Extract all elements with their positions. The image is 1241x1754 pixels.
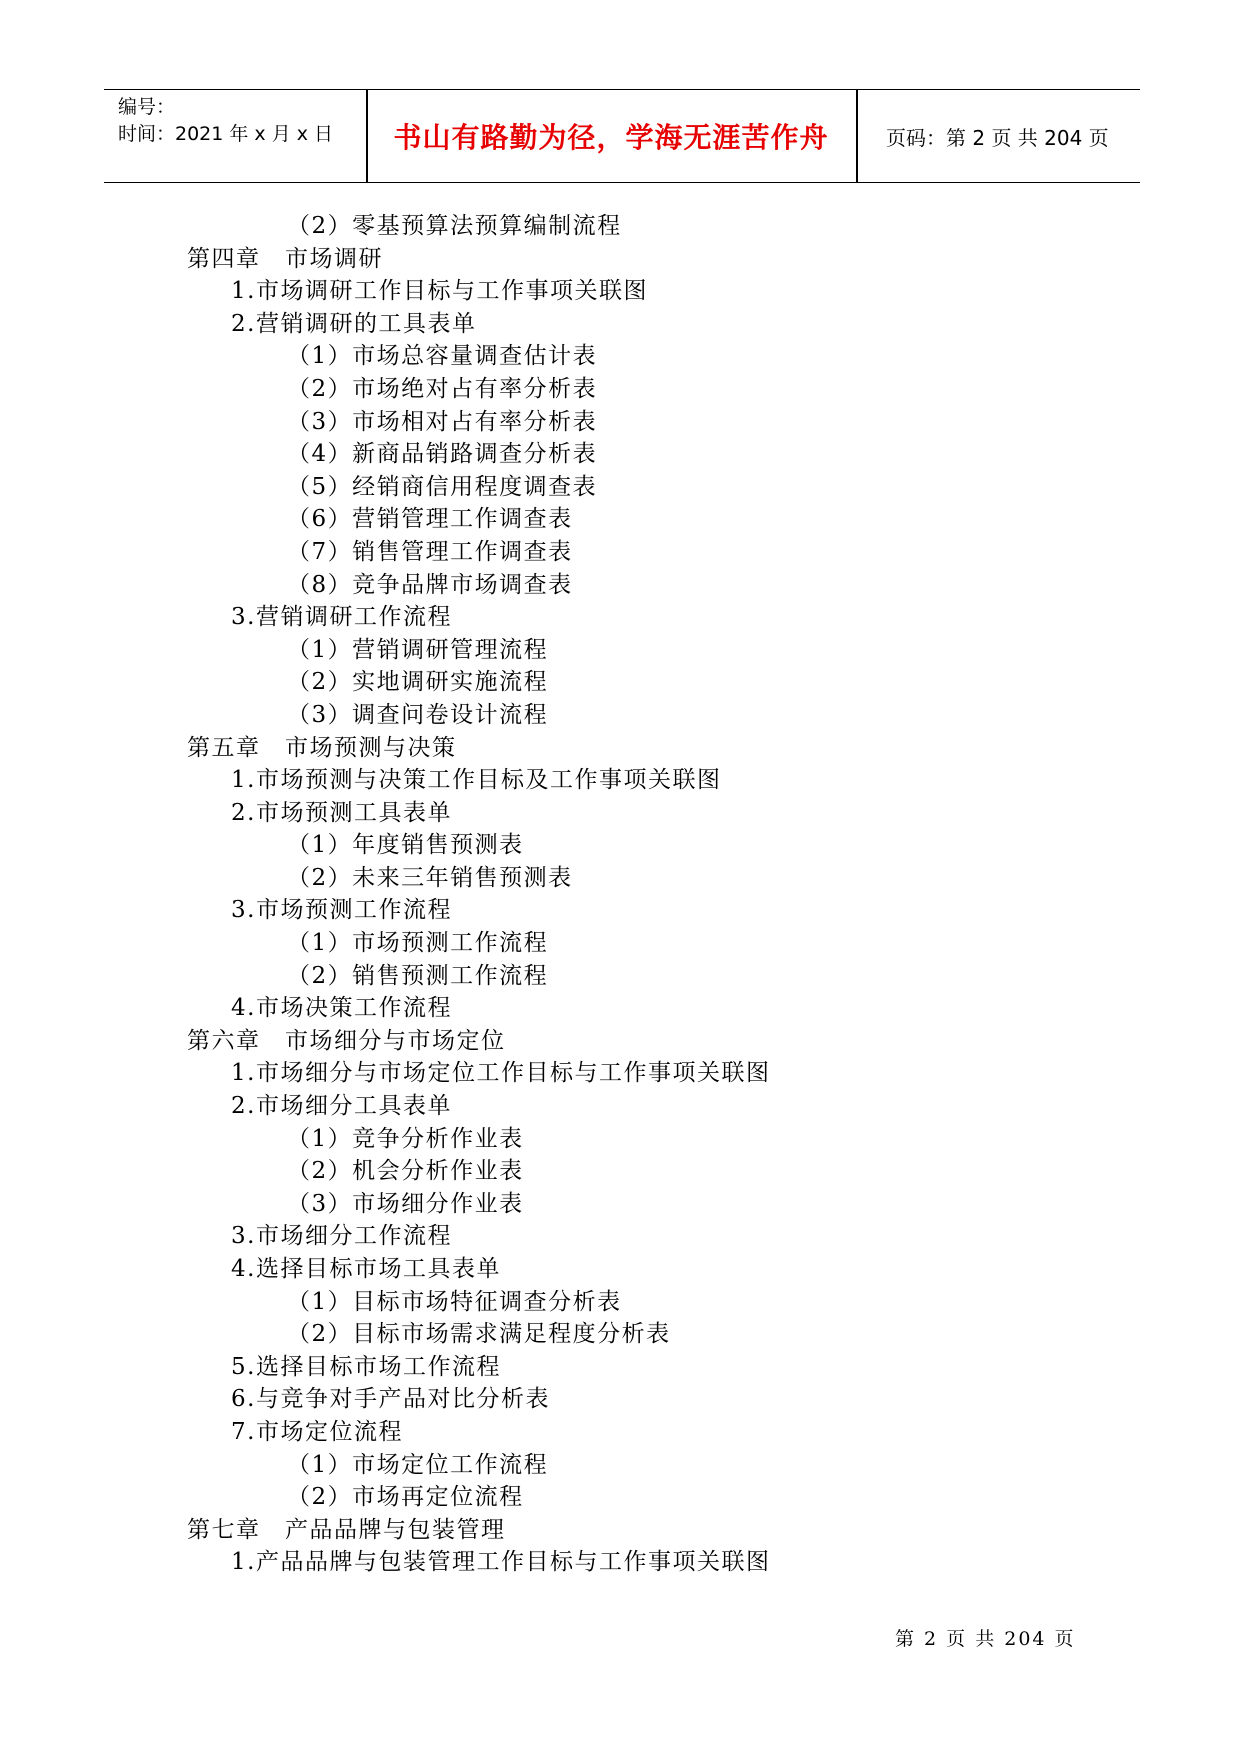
- toc-section: 7.市场定位流程: [231, 1418, 403, 1445]
- document-number-label: 编号：: [118, 96, 176, 118]
- header-page-info: 页码：第 2 页 共 204 页: [886, 125, 1109, 150]
- toc-subsection: （1）竞争分析作业表: [287, 1125, 524, 1152]
- toc-section: 5.选择目标市场工作流程: [231, 1353, 501, 1380]
- toc-subsection: （1）目标市场特征调查分析表: [287, 1288, 622, 1315]
- toc-subsection: （2）目标市场需求满足程度分析表: [287, 1321, 671, 1348]
- table-of-contents: [0, 210, 1241, 1579]
- toc-section: 1.市场预测与决策工作目标及工作事项关联图: [231, 767, 722, 794]
- toc-subsection: （2）市场绝对占有率分析表: [287, 375, 598, 402]
- toc-subsection: （2）销售预测工作流程: [287, 962, 549, 989]
- toc-subsection: （2）未来三年销售预测表: [287, 864, 573, 891]
- toc-chapter: 第五章 市场预测与决策: [187, 734, 457, 761]
- toc-section: 3.市场细分工作流程: [231, 1223, 452, 1250]
- toc-subsection: （3）调查问卷设计流程: [287, 701, 549, 728]
- toc-subsection: （3）市场细分作业表: [287, 1190, 524, 1217]
- document-time-label: 时间：2021 年 x 月 x 日: [118, 123, 334, 145]
- toc-subsection: （1）市场总容量调查估计表: [287, 343, 598, 370]
- toc-chapter: 第七章 产品品牌与包装管理: [187, 1516, 506, 1543]
- toc-subsection: （7）销售管理工作调查表: [287, 538, 573, 565]
- header-motto: 书山有路勤为径，学海无涯苦作舟: [393, 121, 829, 154]
- toc-subsection: （4）新商品销路调查分析表: [287, 441, 598, 468]
- toc-chapter: 第六章 市场细分与市场定位: [187, 1027, 506, 1054]
- page-header: [104, 89, 1140, 183]
- toc-chapter: 第四章 市场调研: [187, 245, 383, 272]
- toc-subsection: （1）市场定位工作流程: [287, 1451, 549, 1478]
- toc-section: 1.产品品牌与包装管理工作目标与工作事项关联图: [231, 1549, 771, 1576]
- header-meta: [118, 94, 333, 148]
- toc-subsection: （1）市场预测工作流程: [287, 930, 549, 957]
- toc-section: 4.市场决策工作流程: [231, 995, 452, 1022]
- toc-subsection: （2）实地调研实施流程: [287, 669, 549, 696]
- toc-subsection: （3）市场相对占有率分析表: [287, 408, 598, 435]
- header-divider: [856, 90, 858, 182]
- toc-section: 1.市场调研工作目标与工作事项关联图: [231, 278, 648, 305]
- toc-subsection: （5）经销商信用程度调查表: [287, 473, 598, 500]
- toc-subsection: （1）营销调研管理流程: [287, 636, 549, 663]
- toc-section: 2.市场细分工具表单: [231, 1093, 452, 1120]
- toc-section: 4.选择目标市场工具表单: [231, 1256, 501, 1282]
- toc-section: 2.市场预测工具表单: [231, 799, 452, 826]
- toc-subsection: （1）年度销售预测表: [287, 832, 524, 859]
- toc-subsection: （2）零基预算法预算编制流程: [287, 213, 622, 239]
- toc-section: 6.与竞争对手产品对比分析表: [231, 1386, 550, 1413]
- toc-subsection: （8）竞争品牌市场调查表: [287, 571, 573, 598]
- page-footer: 第 2 页 共 204 页: [895, 1628, 1076, 1650]
- toc-subsection: （2）市场再定位流程: [287, 1484, 524, 1511]
- toc-section: 3.市场预测工作流程: [231, 897, 452, 924]
- toc-section: 3.营销调研工作流程: [231, 604, 452, 631]
- toc-section: 1.市场细分与市场定位工作目标与工作事项关联图: [231, 1060, 771, 1087]
- toc-subsection: （2）机会分析作业表: [287, 1158, 524, 1185]
- toc-section: 2.营销调研的工具表单: [231, 310, 477, 337]
- toc-subsection: （6）营销管理工作调查表: [287, 506, 573, 533]
